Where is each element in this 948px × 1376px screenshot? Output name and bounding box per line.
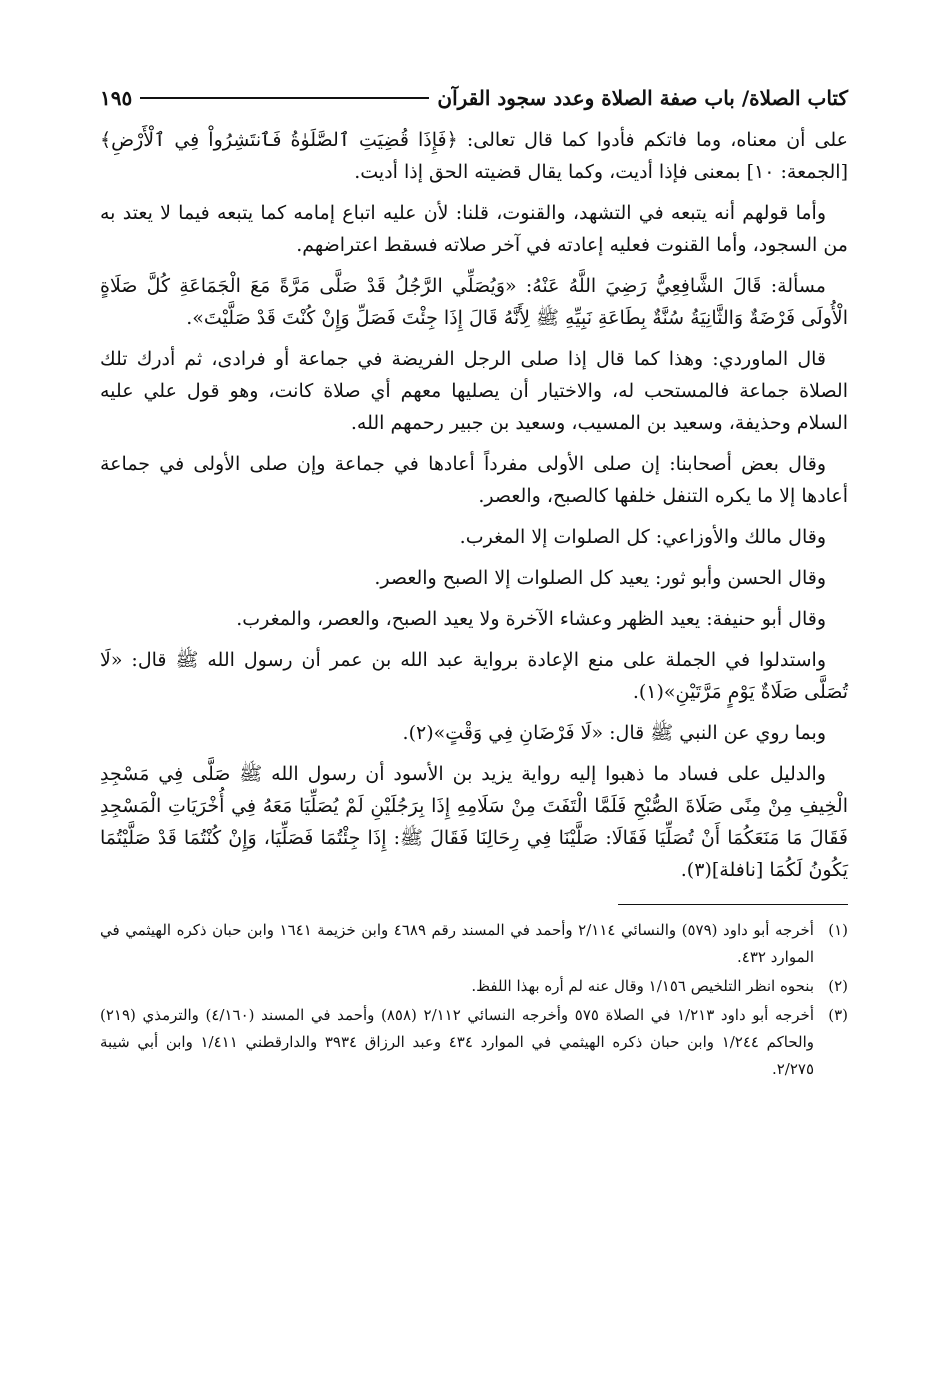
main-text — [100, 124, 848, 886]
paragraph: وأما قولهم أنه يتبعه في التشهد، والقنوت، قلنا: لأن عليه اتباع إمامه كما يتبعه فيما لا يعتد به من السجود، وأما القنوت فعليه إعادته في آخر صلاته فسقط اعتراضهم. — [100, 202, 848, 256]
paragraph: وقال الحسن وأبو ثور: يعيد كل الصلوات إلا الصبح والعصر. — [374, 567, 826, 589]
header-rule — [140, 97, 429, 99]
running-title: كتاب الصلاة/ باب صفة الصلاة وعدد سجود القرآن — [437, 86, 848, 110]
footnote-number: (٣) — [828, 1006, 848, 1024]
paragraph: والدليل على فساد ما ذهبوا إليه رواية يزيد بن الأسود أن رسول الله ﷺ صَلَّى فِي مَسْجِدِ الْخِيفِ مِنْ مِنًى صَلَاةَ الصُّبْحِ فَلَمَّا الْتَفَتَ مِنْ سَلَامِهِ إِذَا بِرَجُلَيْنِ لَمْ يُصَلِّيَا مَعَهُ فِي أُخْرَيَاتِ الْمَسْجِدِ فَقَالَ مَا مَنَعَكُمَا أَنْ تُصَلِّيَا فَقَالَا: صَلَّيْنَا فِي رِحَالِنَا فَقَالَ ﷺ: إِذَا جِئْتُمَا فَصَلِّيَا، وَإِنْ كُنْتُمَا قَدْ صَلَّيْتُمَا يَكُونُ لَكُمَا [نافلة](٣). — [100, 763, 848, 881]
footnote — [100, 1002, 848, 1083]
paragraph: وقال بعض أصحابنا: إن صلى الأولى مفرداً أعادها في جماعة وإن صلى الأولى في جماعة أعادها إلا ما يكره التنفل خلفها كالصبح، والعصر. — [100, 453, 848, 507]
paragraph: واستدلوا في الجملة على منع الإعادة برواية عبد الله بن عمر أن رسول الله ﷺ قال: «لَا تُصَلَّى صَلَاةٌ يَوْمٍ مَرَّتَيْنِ»(١). — [100, 649, 848, 703]
footnote-number: (١) — [828, 921, 848, 939]
paragraph: وبما روي عن النبي ﷺ قال: «لَا فَرْضَانِ فِي وَقْتٍ»(٢). — [402, 722, 826, 744]
footnote-separator — [618, 904, 848, 905]
footnote-text: أخرجه أبو داود ١/٢١٣ في الصلاة ٥٧٥ وأخرجه النسائي ٢/١١٢ (٨٥٨) وأحمد في المسند (٤/١٦٠) والترمذي (٢١٩) والحاكم ١/٢٤٤ وابن حبان ذكره الهيثمي في الموارد ٤٣٤ وعبد الرزاق ٣٩٣٤ والدارقطني ١/٤١١ وابن أبي شيبة ٢/٢٧٥. — [100, 1006, 814, 1078]
running-header — [100, 78, 848, 118]
paragraph: وقال مالك والأوزاعي: كل الصلوات إلا المغرب. — [459, 526, 826, 548]
footnote-text: بنحوه انظر التلخيص ١/١٥٦ وقال عنه لم أره بهذا اللفظ. — [471, 977, 814, 995]
book-page — [100, 78, 848, 1085]
footnotes — [100, 917, 848, 1083]
page-number: ١٩٥ — [100, 86, 133, 110]
footnote-number: (٢) — [828, 977, 848, 995]
footnote — [100, 917, 848, 971]
footnote — [100, 973, 848, 1000]
footnote-text: أخرجه أبو داود (٥٧٩) والنسائي ٢/١١٤ وأحمد في المسند رقم ٤٦٨٩ وابن خزيمة ١٦٤١ وابن حبان ذكره الهيثمي في الموارد ٤٣٢. — [100, 921, 814, 966]
masala-paragraph: مسألة: قَالَ الشَّافِعِيُّ رَضِيَ اللَّهُ عَنْهُ: «وَيُصَلِّي الرَّجُلُ قَدْ صَلَّى مَرَّةً مَعَ الْجَمَاعَةِ كُلَّ صَلَاةٍ الْأُولَى فَرْضَةٌ وَالثَّانِيَةُ سُنَّةٌ بِطَاعَةِ نَبِيِّهِ ﷺ لِأَنَّهُ قَالَ إِذَا جِئْتَ فَصَلِّ وَإِنْ كُنْتَ قَدْ صَلَّيْتَ». — [100, 275, 848, 329]
paragraph: وقال أبو حنيفة: يعيد الظهر وعشاء الآخرة ولا يعيد الصبح، والعصر، والمغرب. — [236, 608, 826, 630]
paragraph: قال الماوردي: وهذا كما قال إذا صلى الرجل الفريضة في جماعة أو فرادى، ثم أدرك تلك الصلاة جماعة فالمستحب له، والاختيار أن يصليها معهم أي صلاة كانت، وهو قول علي عليه السلام وحذيفة، وسعيد بن المسيب، وسعيد بن جبير رحمهم الله. — [100, 348, 848, 434]
paragraph: على أن معناه، وما فاتكم فأدوا كما قال تعالى: ﴿فَإِذَا قُضِيَتِ ٱلصَّلَوٰةُ فَٱنتَشِرُواْ فِي ٱلْأَرْضِ﴾ [الجمعة: ١٠] بمعنى فإذا أديت، وكما يقال قضيته الحق إذا أديت. — [100, 129, 848, 183]
